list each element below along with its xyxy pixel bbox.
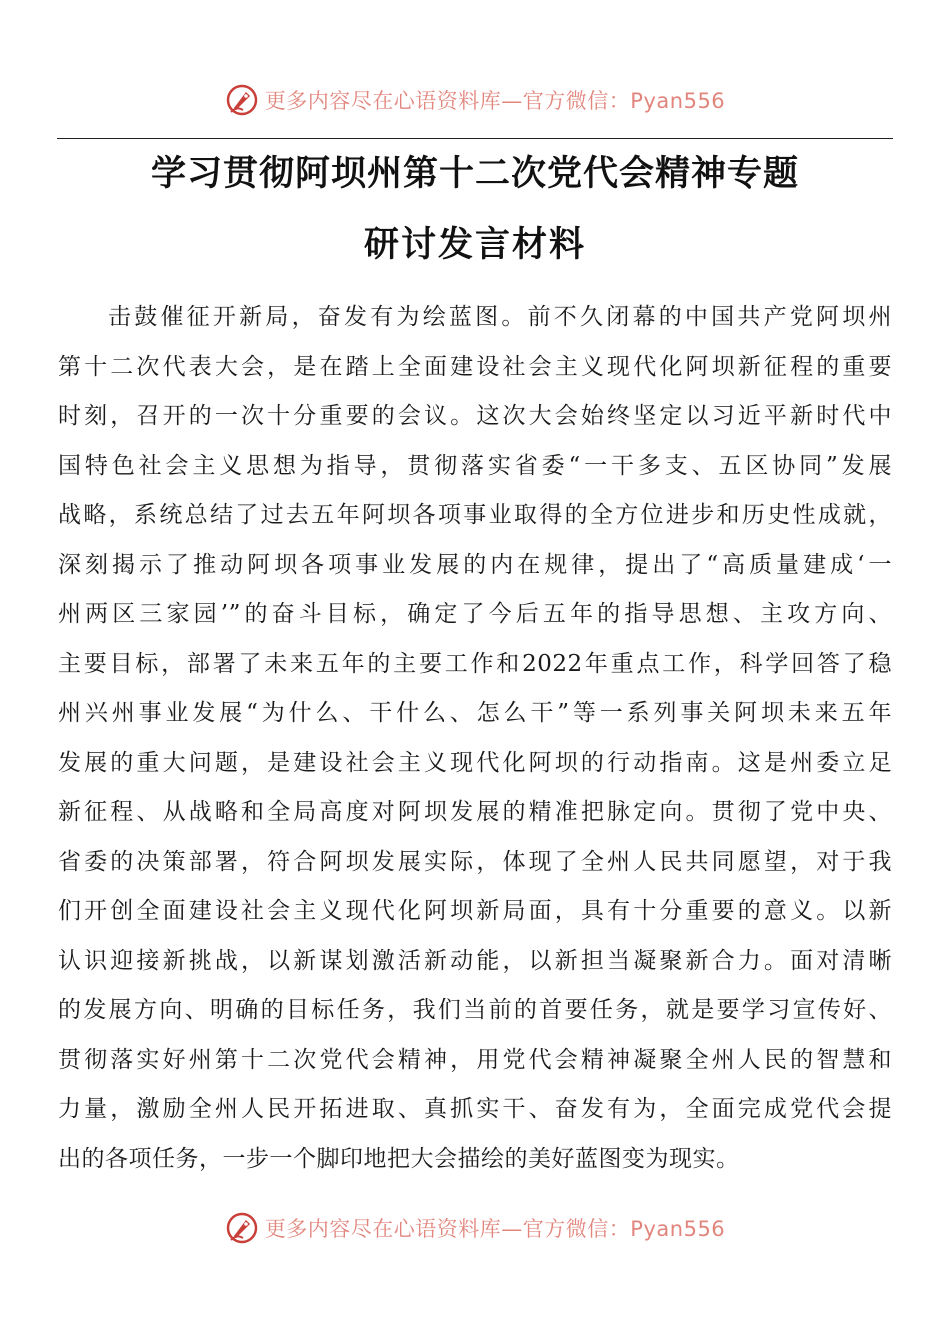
body-line: 第十二次代表大会，是在踏上全面建设社会主义现代化阿坝新征程的重要 (58, 353, 892, 380)
body-paragraph (58, 293, 892, 1184)
body-line: 时刻，召开的一次十分重要的会议。这次大会始终坚定以习近平新时代中 (58, 403, 892, 429)
body-line: 击鼓催征开新局，奋发有为绘蓝图。前不久闭幕的中国共产党阿坝州 (108, 304, 892, 330)
header-divider (57, 138, 893, 139)
footer-watermark-banner (0, 1208, 950, 1248)
pen-nib-logo-icon (225, 83, 259, 117)
watermark-text: 更多内容尽在心语资料库—官方微信：Pyan556 (264, 89, 726, 113)
document-title-line-2: 研讨发言材料 (363, 224, 586, 265)
body-line: 主要目标，部署了未来五年的主要工作和2022年重点工作，科学回答了稳 (58, 650, 892, 677)
body-line: 深刻揭示了推动阿坝各项事业发展的内在规律，提出了“高质量建成‘一 (58, 551, 892, 578)
body-line: 的发展方向、明确的目标任务，我们当前的首要任务，就是要学习宣传好、 (58, 997, 892, 1023)
body-line: 省委的决策部署，符合阿坝发展实际，体现了全州人民共同愿望，对于我 (58, 848, 892, 875)
watermark-text: 更多内容尽在心语资料库—官方微信：Pyan556 (264, 1217, 726, 1241)
body-line: 州兴州事业发展“为什么、干什么、怎么干”等一系列事关阿坝未来五年 (58, 700, 892, 726)
body-line: 发展的重大问题，是建设社会主义现代化阿坝的行动指南。这是州委立足 (58, 749, 892, 776)
body-line: 力量，激励全州人民开拓进取、真抓实干、奋发有为，全面完成党代会提 (58, 1096, 892, 1122)
pen-nib-logo-icon (225, 1211, 259, 1245)
body-line: 出的各项任务，一步一个脚印地把大会描绘的美好蓝图变为现实。 (58, 1145, 740, 1172)
body-line: 战略，系统总结了过去五年阿坝各项事业取得的全方位进步和历史性成就， (58, 502, 892, 528)
body-line: 认识迎接新挑战，以新谋划激活新动能，以新担当凝聚新合力。面对清晰 (58, 947, 892, 974)
body-line: 贯彻落实好州第十二次党代会精神，用党代会精神凝聚全州人民的智慧和 (58, 1046, 892, 1073)
header-watermark-banner (0, 80, 950, 120)
body-line: 新征程、从战略和全局高度对阿坝发展的精准把脉定向。贯彻了党中央、 (58, 799, 892, 825)
body-line: 国特色社会主义思想为指导，贯彻落实省委“一干多支、五区协同”发展 (58, 452, 892, 479)
body-line: 州两区三家园’”的奋斗目标，确定了今后五年的指导思想、主攻方向、 (58, 601, 892, 627)
body-line: 们开创全面建设社会主义现代化阿坝新局面，具有十分重要的意义。以新 (58, 898, 892, 924)
document-title-line-1: 学习贯彻阿坝州第十二次党代会精神专题 (150, 153, 799, 194)
